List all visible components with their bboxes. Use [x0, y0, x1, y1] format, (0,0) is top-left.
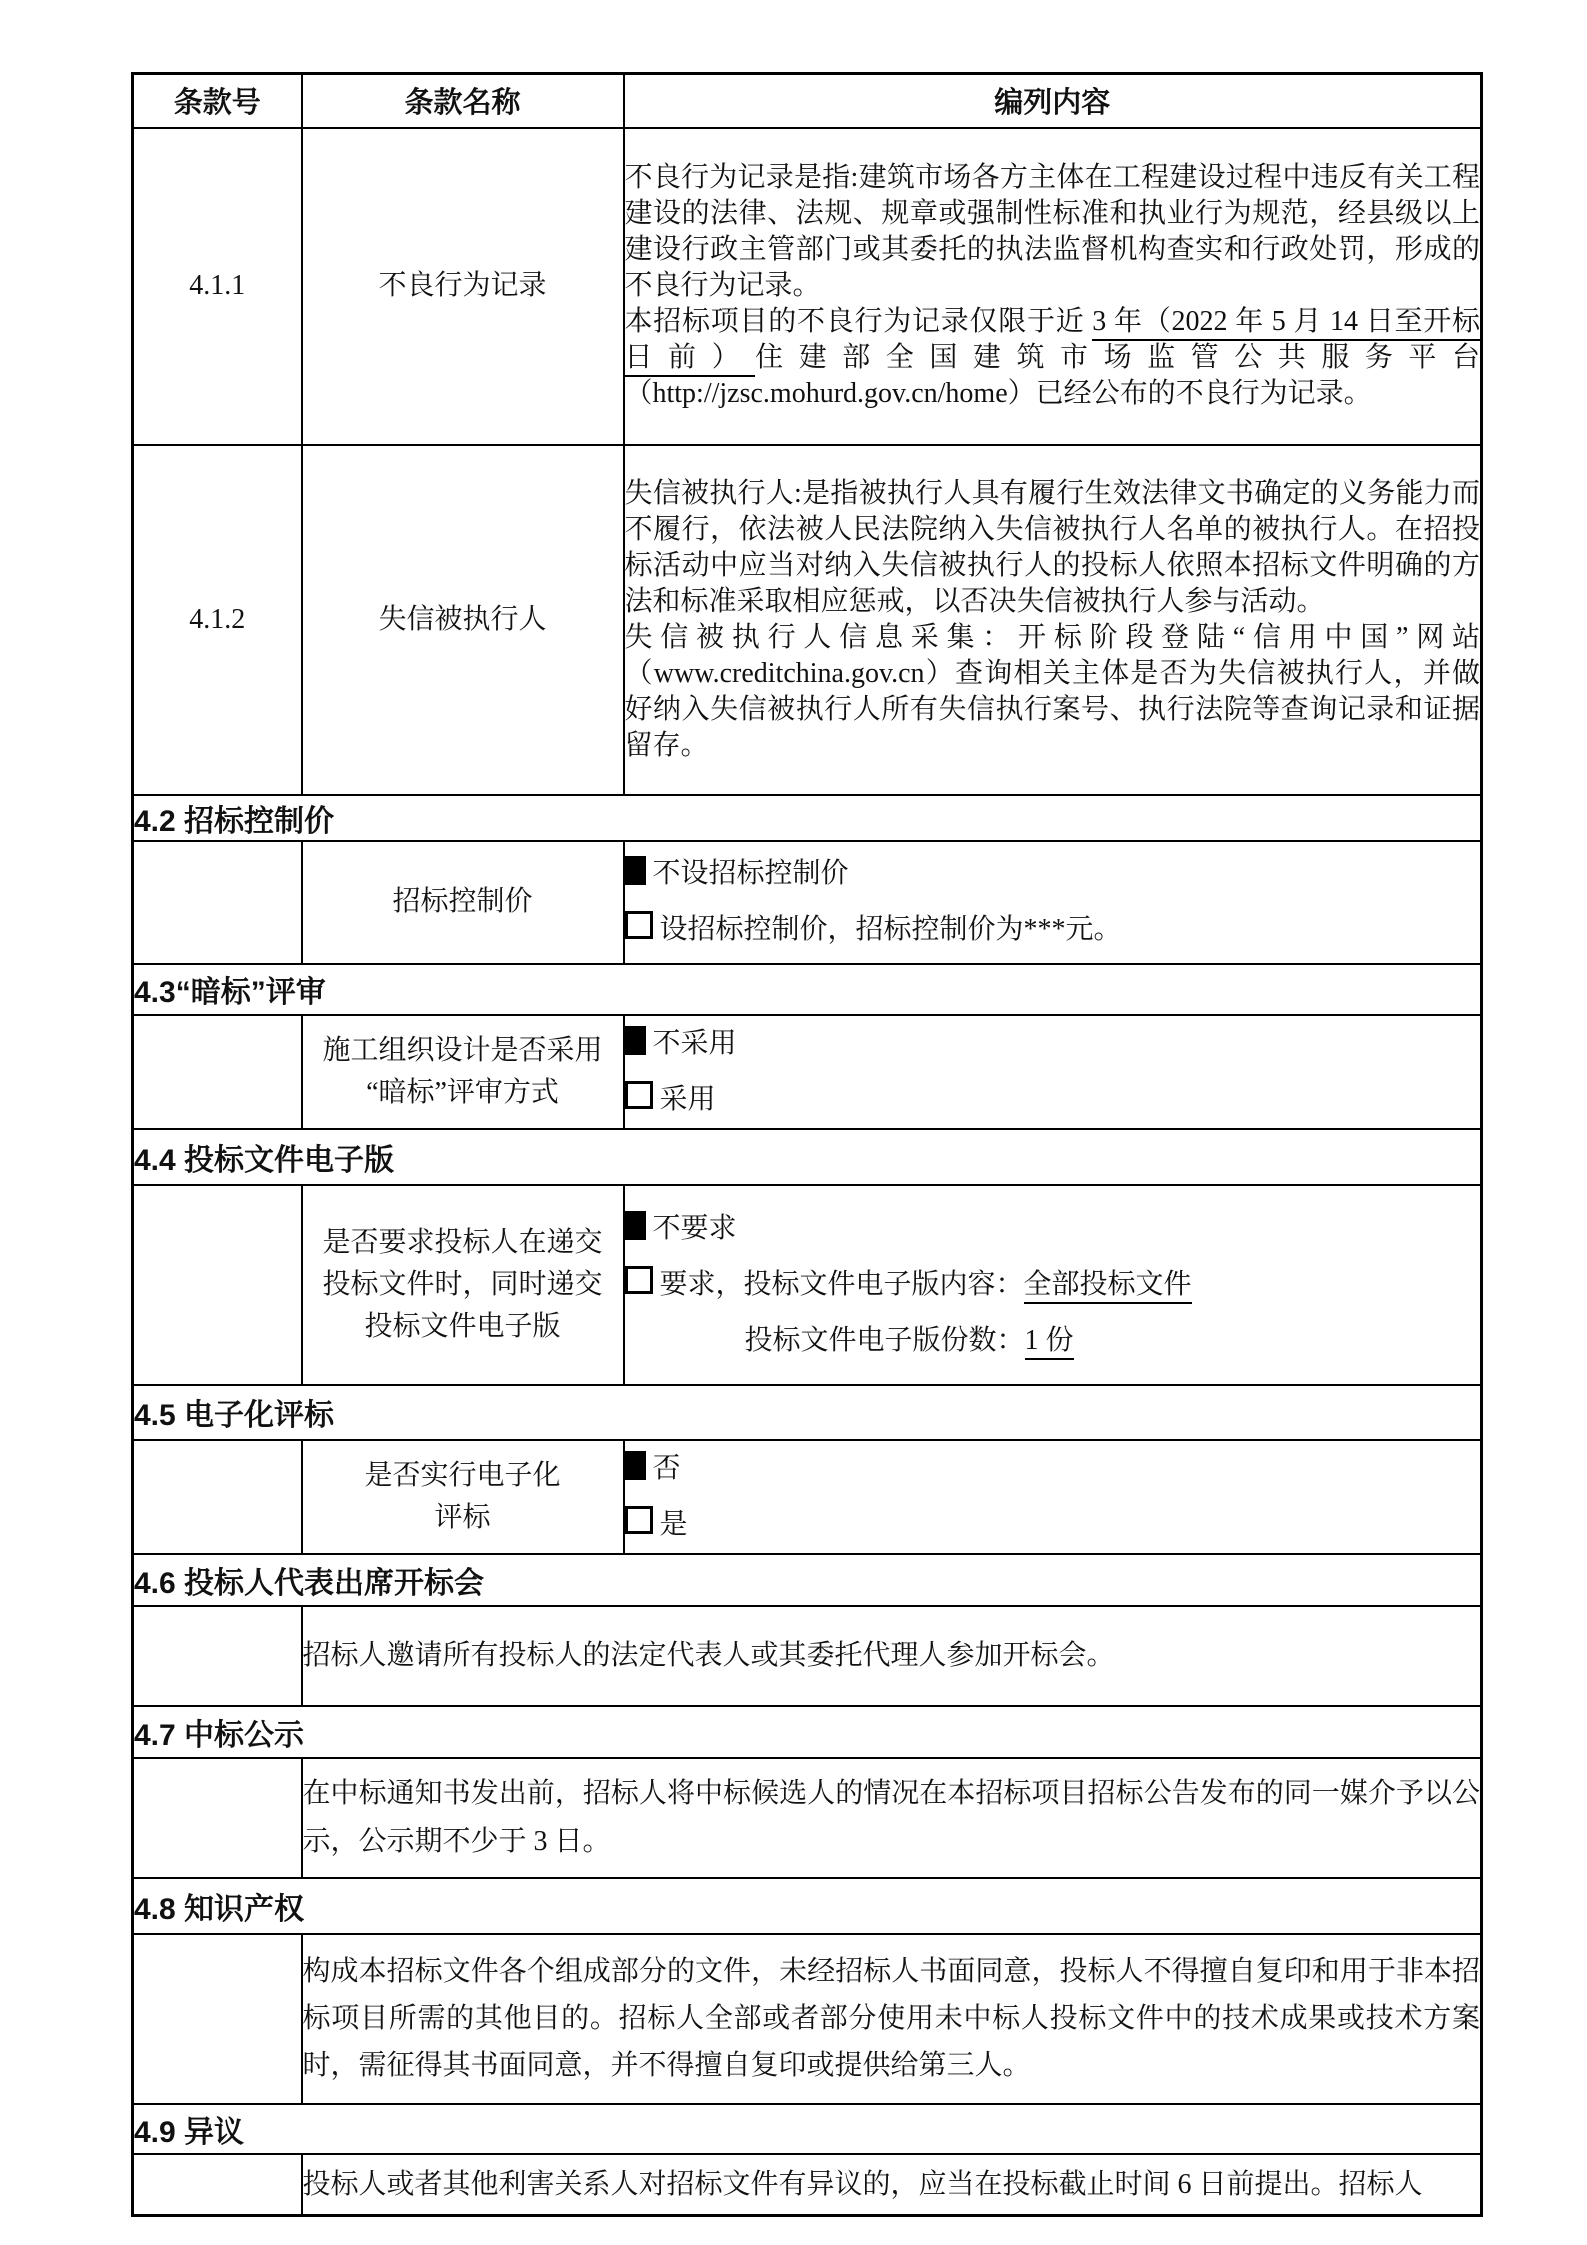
section-row-4-2 [133, 795, 1482, 841]
clause-options [624, 841, 1482, 964]
option-label: 不要求 [652, 1212, 737, 1244]
option-row [625, 846, 1481, 902]
paragraph: 不良行为记录是指:建筑市场各方主体在工程建设过程中违反有关工程建设的法律、法规、规章或强制性标准和执业行为规范，经县级以上建设行政主管部门或其委托的执法监督机构查实和行政处罚，形成的不良行为记录。 [624, 162, 1480, 301]
clauses-table [131, 72, 1483, 2217]
option-row [625, 902, 1481, 958]
clause-name: 不良行为记录 [302, 128, 624, 445]
name-line: 评标 [434, 1501, 491, 1533]
option-label: 要求，投标文件电子版内容： [659, 1268, 1024, 1300]
row-4-8-content [133, 1934, 1482, 2104]
option-row [625, 1016, 1481, 1072]
clause-content [302, 1758, 1482, 1878]
section-row-4-6 [133, 1554, 1482, 1606]
option-label: 是 [659, 1508, 688, 1540]
option-row [625, 1441, 1481, 1497]
paragraph: 在中标通知书发出前，招标人将中标候选人的情况在本招标项目招标公告发布的同一媒介予以公示，公示期不少于 3 日。 [302, 1778, 1480, 1857]
clause-options [624, 1015, 1482, 1129]
checkbox-unchecked-icon [625, 911, 653, 939]
clause-name: 失信被执行人 [302, 445, 624, 795]
checkbox-unchecked-icon [625, 1506, 653, 1534]
clause-options [624, 1185, 1482, 1385]
clause-content [302, 1606, 1482, 1706]
clause-no: 4.1.2 [133, 445, 302, 795]
underlined-text: 全部投标文件 [1024, 1269, 1192, 1304]
clause-content [624, 445, 1482, 795]
name-line: 是否要求投标人在递交 [322, 1226, 603, 1258]
checkbox-unchecked-icon [625, 1081, 653, 1109]
clause-content [302, 2154, 1482, 2216]
underlined-text: 1 份 [1025, 1325, 1074, 1360]
checkbox-unchecked-icon [625, 1266, 653, 1294]
name-line: 是否实行电子化 [364, 1459, 561, 1491]
option-row [625, 1201, 1481, 1257]
clause-content [302, 1934, 1482, 2104]
section-row-4-8 [133, 1878, 1482, 1934]
text-segment: 本招标项目的不良行为记录仅限于近 [624, 306, 1093, 337]
checkbox-checked-icon [625, 1211, 646, 1240]
row-4-1-2 [133, 445, 1482, 795]
row-4-7-content [133, 1758, 1482, 1878]
section-title: 4.5 电子化评标 [133, 1385, 1482, 1440]
checkbox-checked-icon [625, 856, 646, 885]
header-content: 编列内容 [624, 74, 1482, 128]
name-line: 投标文件时，同时递交 [322, 1268, 603, 1300]
name-line: 投标文件电子版 [364, 1310, 561, 1342]
header-clause-name: 条款名称 [302, 74, 624, 128]
empty-cell [133, 1185, 302, 1385]
option-label: 不采用 [652, 1027, 737, 1059]
row-4-4-content [133, 1185, 1482, 1385]
section-title: 4.9 异议 [133, 2104, 1482, 2154]
section-title: 4.4 投标文件电子版 [133, 1129, 1482, 1185]
option-row [625, 1072, 1481, 1128]
empty-cell [133, 1015, 302, 1129]
row-4-5-content [133, 1440, 1482, 1554]
text-segment: 住建部全国建筑市场监管公共服务平台（http://jzsc.mohurd.gov.cn/home）已经公布的不良行为记录。 [624, 342, 1480, 409]
checkbox-checked-icon [625, 1026, 646, 1055]
clause-name [302, 1015, 624, 1129]
clause-name: 招标控制价 [302, 841, 624, 964]
clause-name [302, 1440, 624, 1554]
paragraph: 失信被执行人信息采集：开标阶段登陆“信用中国”网站（www.creditchina.gov.cn）查询相关主体是否为失信被执行人，并做好纳入失信被执行人所有失信执行案号、执行法院等查询记录和证据留存。 [624, 621, 1480, 761]
empty-cell [133, 1606, 302, 1706]
section-row-4-3 [133, 964, 1482, 1015]
option-label: 否 [652, 1452, 681, 1484]
section-row-4-5 [133, 1385, 1482, 1440]
checkbox-checked-icon [625, 1451, 646, 1480]
paragraph: 失信被执行人:是指被执行人具有履行生效法律文书确定的义务能力而不履行，依法被人民法院纳入失信被执行人名单的被执行人。在招投标活动中应当对纳入失信被执行人的投标人依照本招标文件明确的方法和标准采取相应惩戒，以否决失信被执行人参与活动。 [624, 477, 1480, 617]
clause-name [302, 1185, 624, 1385]
section-title: 4.3“暗标”评审 [133, 964, 1482, 1015]
option-row [625, 1313, 1481, 1369]
name-line: “暗标”评审方式 [366, 1076, 559, 1108]
header-row [133, 74, 1482, 128]
section-row-4-7 [133, 1706, 1482, 1758]
option-row [625, 1257, 1481, 1313]
row-4-3-content [133, 1015, 1482, 1129]
clause-no: 4.1.1 [133, 128, 302, 445]
row-4-6-content [133, 1606, 1482, 1706]
name-line: 施工组织设计是否采用 [322, 1034, 603, 1066]
paragraph [625, 304, 1481, 412]
clause-options [624, 1440, 1482, 1554]
empty-cell [133, 841, 302, 964]
option-label: 设招标控制价，招标控制价为***元。 [659, 914, 1122, 945]
option-label: 采用 [659, 1083, 716, 1115]
section-row-4-9 [133, 2104, 1482, 2154]
option-label: 不设招标控制价 [652, 858, 849, 889]
empty-cell [133, 1758, 302, 1878]
section-title: 4.7 中标公示 [133, 1706, 1482, 1758]
empty-cell [133, 2154, 302, 2216]
clause-content [624, 128, 1482, 445]
section-title: 4.6 投标人代表出席开标会 [133, 1554, 1482, 1606]
paragraph: 构成本招标文件各个组成部分的文件，未经招标人书面同意，投标人不得擅自复印和用于非本招标项目所需的其他目的。招标人全部或者部分使用未中标人投标文件中的技术成果或技术方案时，需征得其书面同意，并不得擅自复印或提供给第三人。 [302, 1955, 1480, 2082]
section-title: 4.2 招标控制价 [133, 795, 1482, 841]
empty-cell [133, 1934, 302, 2104]
header-clause-no: 条款号 [133, 74, 302, 128]
paragraph: 投标人或者其他利害关系人对招标文件有异议的，应当在投标截止时间 6 日前提出。招标人 [302, 2168, 1423, 2200]
underlined-text: 3 年（2022 年 5 月 14 日至开标日前） [625, 306, 1480, 377]
option-label: 投标文件电子版份数： [744, 1324, 1025, 1356]
paragraph: 招标人邀请所有投标人的法定代表人或其委托代理人参加开标会。 [302, 1639, 1115, 1671]
option-row [625, 1497, 1481, 1553]
section-title: 4.8 知识产权 [133, 1878, 1482, 1934]
empty-cell [133, 1440, 302, 1554]
row-4-1-1 [133, 128, 1482, 445]
row-4-9-content [133, 2154, 1482, 2216]
section-row-4-4 [133, 1129, 1482, 1185]
row-4-2-content [133, 841, 1482, 964]
